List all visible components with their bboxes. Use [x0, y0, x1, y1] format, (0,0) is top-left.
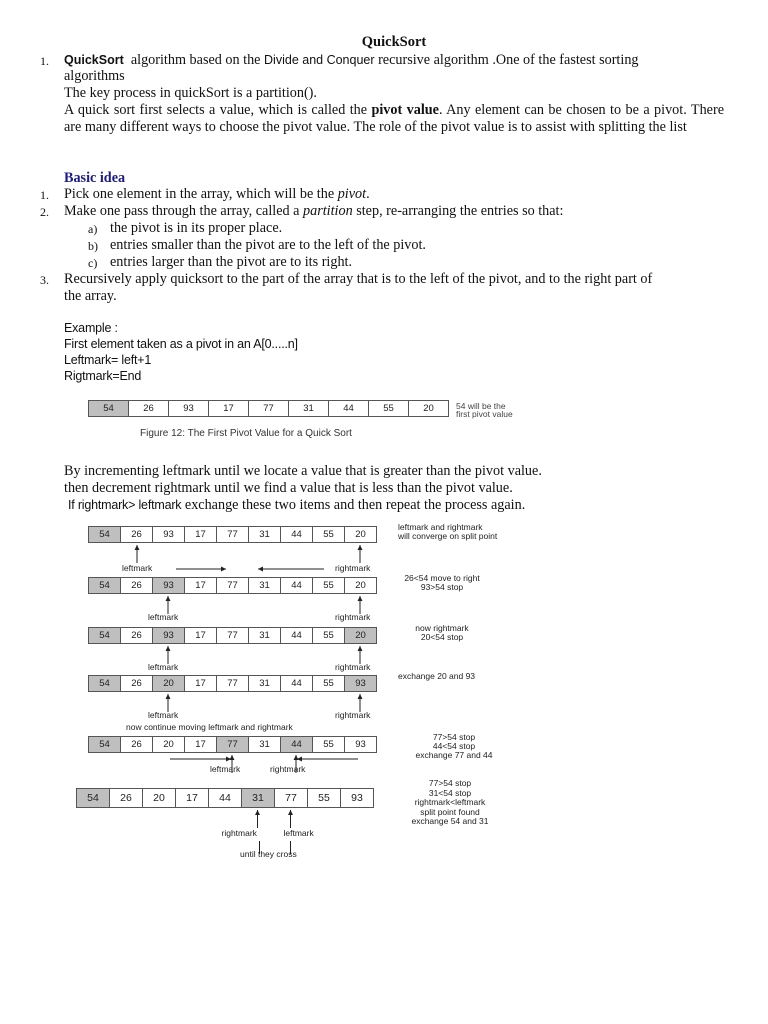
arrow-head	[294, 755, 299, 760]
fig12-cell: 55	[368, 400, 409, 417]
arrow-head	[358, 596, 363, 601]
array-cell: 26	[120, 577, 153, 594]
leftmark-label: leftmark	[148, 662, 179, 672]
arrow-head	[166, 596, 171, 601]
array-cell: 55	[312, 675, 345, 692]
array-cell: 26	[120, 675, 153, 692]
array-cell: 93	[340, 788, 374, 808]
array-cell: 93	[152, 526, 185, 543]
arrow-head	[166, 694, 171, 699]
leftmark-label: leftmark	[210, 764, 241, 774]
array-cell: 26	[120, 526, 153, 543]
example-label: Example :	[64, 321, 118, 335]
array-cell: 44	[280, 526, 313, 543]
array-cell: 77	[216, 675, 249, 692]
arrow-head	[288, 810, 293, 815]
fig12-cell: 20	[408, 400, 449, 417]
rightmark-label: rightmark	[221, 828, 257, 838]
fig12-cell: 31	[288, 400, 329, 417]
list-number: 3.	[40, 273, 49, 287]
sub-item-c: entries larger than the pivot are to its right.	[110, 254, 353, 270]
array-cell: 54	[88, 736, 121, 753]
arrow-head	[358, 694, 363, 699]
intro-text: algorithm based on the	[130, 52, 265, 68]
rightmark-label: rightmark	[335, 662, 371, 672]
page-title: QuickSort	[361, 34, 427, 50]
array-cell: 17	[184, 736, 217, 753]
array-cell: 44	[208, 788, 242, 808]
arrow-head	[135, 545, 140, 550]
fig12-cell: 44	[328, 400, 369, 417]
step-note: 31<54 stop	[428, 787, 472, 798]
array-cell: 26	[109, 788, 143, 808]
array-cell: 93	[152, 627, 185, 644]
arrow-head	[258, 567, 263, 572]
array-cell: 93	[344, 675, 377, 692]
array-cell: 77	[274, 788, 308, 808]
array-cell: 44	[280, 675, 313, 692]
step-note: 77>54 stop	[432, 732, 476, 742]
array-cell: 54	[88, 577, 121, 594]
example-line-4: Rigtmark=End	[64, 369, 142, 383]
step-note: will converge on split point	[398, 531, 498, 541]
sub-list-letter: b)	[88, 239, 98, 253]
arrow-head	[255, 810, 260, 815]
step-note: now rightmark	[415, 623, 469, 633]
step-note: 93>54 stop	[420, 582, 464, 592]
intro-line-2: algorithms	[64, 68, 125, 84]
rightmark-label: rightmark	[335, 563, 371, 573]
array-cell: 55	[312, 627, 345, 644]
sub-item-a: the pivot is in its proper place.	[110, 220, 283, 236]
array-cell: 20	[152, 736, 185, 753]
step-note: 20<54 stop	[420, 632, 464, 642]
array-cell: 17	[175, 788, 209, 808]
array-cell: 17	[184, 526, 217, 543]
list-number: 1.	[40, 188, 49, 202]
array-cell: 17	[184, 627, 217, 644]
array-cell: 26	[120, 627, 153, 644]
array-cell: 31	[248, 675, 281, 692]
quicksort-term: QuickSort	[64, 53, 124, 67]
array-cell: 55	[312, 526, 345, 543]
leftmark-label: leftmark	[148, 612, 179, 622]
until-they-cross-label: until they cross	[240, 849, 297, 859]
array-cell: 55	[312, 577, 345, 594]
array-cell: 31	[248, 577, 281, 594]
para2-line-2: then decrement rightmark until we find a value that is less than the pivot value.	[64, 480, 513, 496]
fig12-cell: 93	[168, 400, 209, 417]
array-cell: 55	[312, 736, 345, 753]
array-cell: 93	[152, 577, 185, 594]
array-cell: 44	[280, 577, 313, 594]
arrow-head	[230, 755, 235, 760]
step-note: rightmark<leftmark	[414, 797, 486, 807]
array-cell: 26	[120, 736, 153, 753]
fig12-note-2: first pivot value	[456, 409, 513, 419]
leftmark-label: leftmark	[122, 563, 153, 573]
array-cell: 93	[344, 736, 377, 753]
leftmark-label: leftmark	[148, 710, 179, 720]
array-cell: 17	[184, 577, 217, 594]
fig12-cell: 77	[248, 400, 289, 417]
basic-item-2: Make one pass through the array, called a partition step, re-arranging the entries so that:	[64, 203, 564, 219]
step-note: 26<54 move to right	[404, 573, 480, 583]
basic-item-3-cont: the array.	[64, 288, 117, 304]
step-note: 44<54 stop	[432, 741, 476, 751]
array-cell: 44	[280, 736, 313, 753]
sub-list-letter: a)	[88, 222, 98, 236]
rightmark-label: rightmark	[270, 764, 306, 774]
list-number: 2.	[40, 205, 49, 219]
arrow-head	[166, 646, 171, 651]
array-cell: 77	[216, 627, 249, 644]
array-cell: 17	[184, 675, 217, 692]
array-cell: 31	[241, 788, 275, 808]
array-cell: 54	[88, 627, 121, 644]
rightmark-label: rightmark	[335, 710, 371, 720]
para2-line-3: If rightmark> leftmark exchange these two items and then repeat the process again.	[68, 497, 526, 513]
intro-text-b: recursive algorithm .One of the fastest sorting	[374, 52, 639, 68]
divide-conquer-term: Divide and Conquer	[264, 53, 375, 67]
fig12-cell: 54	[88, 400, 129, 417]
array-cell: 54	[88, 526, 121, 543]
array-cell: 44	[280, 627, 313, 644]
array-cell: 55	[307, 788, 341, 808]
fig12-cell: 17	[208, 400, 249, 417]
array-cell: 54	[76, 788, 110, 808]
array-cell: 31	[248, 627, 281, 644]
list-number: 1.	[40, 54, 49, 68]
figure-12-caption: Figure 12: The First Pivot Value for a Quick Sort	[140, 428, 352, 439]
sub-item-b: entries smaller than the pivot are to the left of the pivot.	[110, 237, 426, 253]
array-cell: 31	[248, 736, 281, 753]
array-cell: 20	[344, 526, 377, 543]
leftmark-label: leftmark	[283, 828, 314, 838]
basic-item-1: Pick one element in the array, which will be the pivot.	[64, 186, 370, 202]
step-note: exchange 54 and 31	[411, 816, 489, 826]
example-line-3: Leftmark= left+1	[64, 353, 152, 367]
fig12-note-1: 54 will be the	[456, 401, 506, 411]
array-cell: 20	[344, 577, 377, 594]
basic-idea-heading: Basic idea	[64, 170, 126, 186]
step-note: exchange 20 and 93	[398, 671, 476, 681]
arrow-head	[358, 545, 363, 550]
step-note: 77>54 stop	[428, 778, 472, 788]
array-cell: 20	[344, 627, 377, 644]
sub-list-letter: c)	[88, 256, 98, 270]
step-note: split point found	[420, 806, 480, 817]
array-cell: 77	[216, 526, 249, 543]
array-cell: 77	[216, 736, 249, 753]
continue-note: now continue moving leftmark and rightmark	[126, 722, 293, 732]
arrow-head	[358, 646, 363, 651]
array-cell: 54	[88, 675, 121, 692]
array-cell: 20	[152, 675, 185, 692]
arrow-head	[221, 567, 226, 572]
rightmark-label: rightmark	[335, 612, 371, 622]
intro-line-3: The key process in quickSort is a partition().	[64, 85, 317, 101]
example-line-2: First element taken as a pivot in an A[0.....n]	[64, 337, 298, 351]
array-cell: 77	[216, 577, 249, 594]
para2-line-1: By incrementing leftmark until we locate a value that is greater than the pivot value.	[64, 463, 542, 479]
array-cell: 31	[248, 526, 281, 543]
array-cell: 20	[142, 788, 176, 808]
step-note: leftmark and rightmark	[398, 522, 483, 532]
basic-item-3: Recursively apply quicksort to the part of the array that is to the left of the pivot, and to the right part of	[64, 271, 653, 287]
fig12-cell: 26	[128, 400, 169, 417]
step-note: exchange 77 and 44	[415, 750, 493, 760]
intro-paragraph: A quick sort first selects a value, which is called the pivot value. Any element can be chosen to be a pivot. There are many different ways to choose the pivot value. The role of the pivot value is to assist with splitting the list	[64, 102, 724, 135]
